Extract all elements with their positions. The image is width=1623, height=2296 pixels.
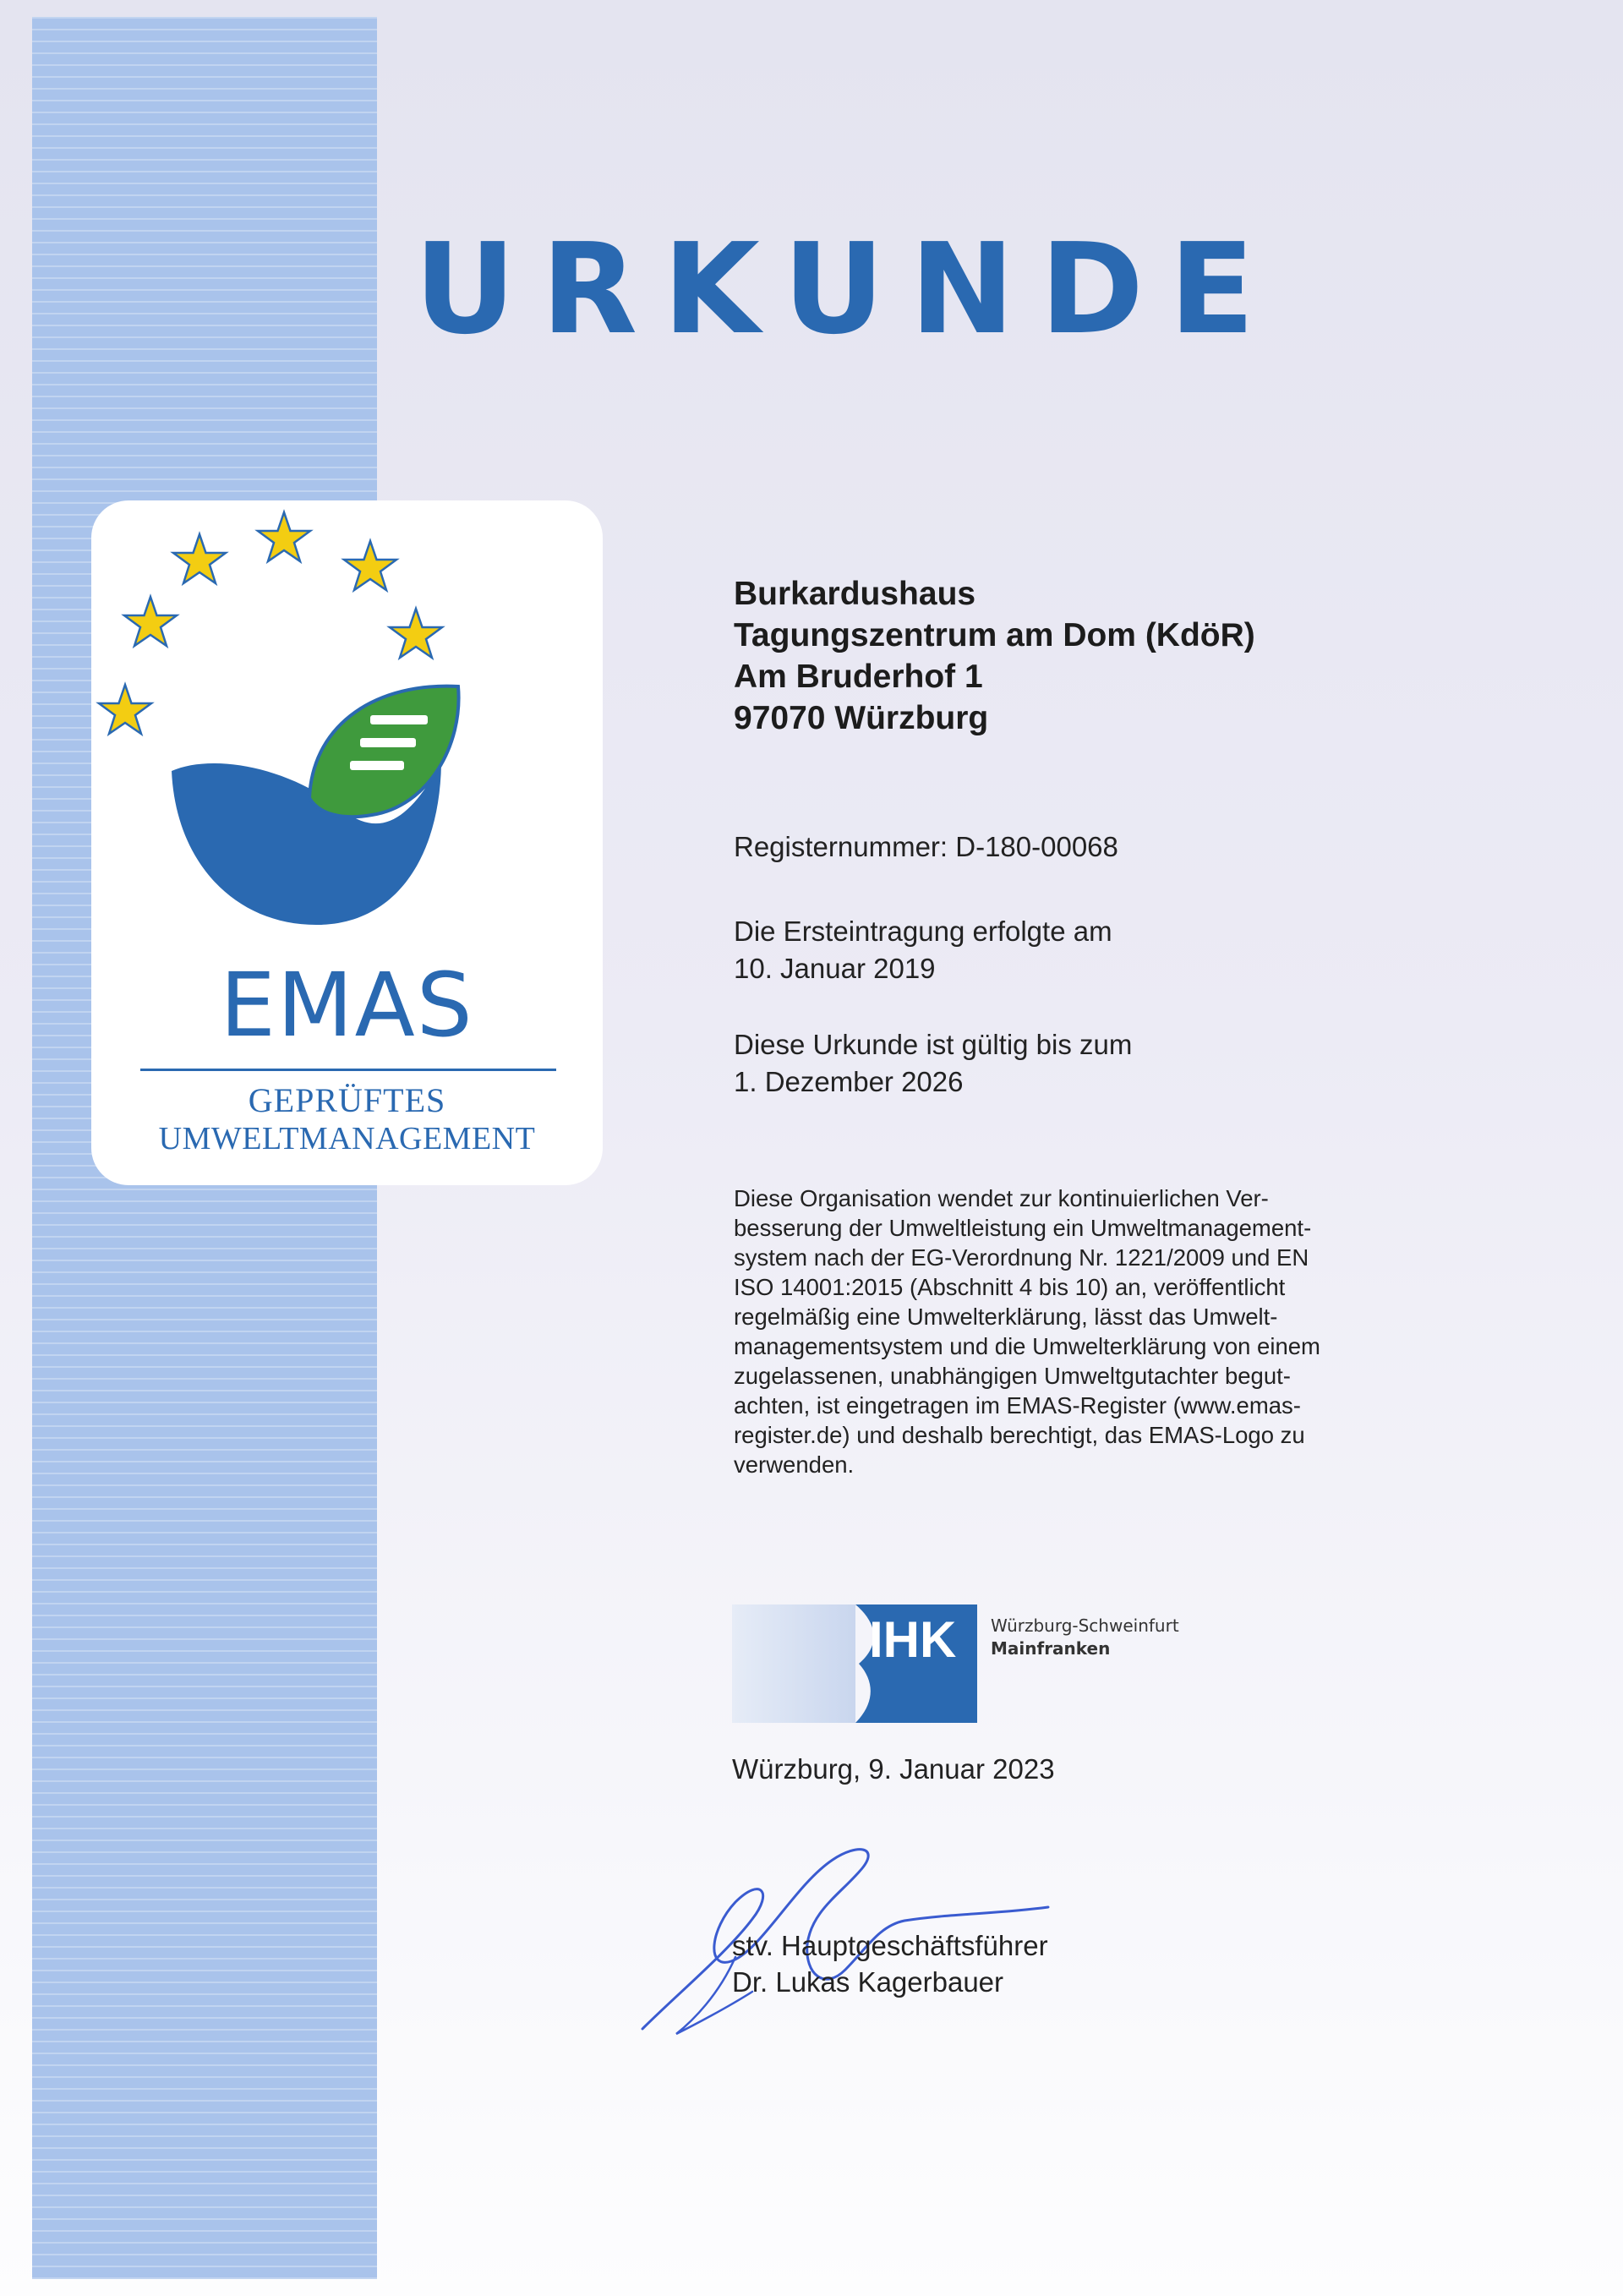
ihk-logo-graphic xyxy=(732,1604,977,1723)
statement-line: managementsystem und die Umwelterklärung von einem xyxy=(734,1333,1320,1359)
statement-line: regelmäßig eine Umwelterklärung, lässt das Umwelt- xyxy=(734,1304,1278,1330)
signer-block xyxy=(732,1927,1048,2000)
first-entry-label: Die Ersteintragung erfolgte am xyxy=(734,916,1112,947)
org-name: Burkardushaus xyxy=(734,576,976,612)
org-city: 97070 Würzburg xyxy=(734,700,989,736)
org-subtitle: Tagungszentrum am Dom (KdöR) xyxy=(734,617,1255,653)
validity xyxy=(734,1026,1132,1101)
ihk-wordmark: IHK xyxy=(869,1611,957,1668)
statement-line: verwenden. xyxy=(734,1451,855,1478)
star-icon xyxy=(344,541,396,590)
validity-date: 1. Dezember 2026 xyxy=(734,1066,964,1097)
emas-emblem xyxy=(91,500,603,957)
star-icon xyxy=(124,597,177,646)
star-icon xyxy=(390,609,442,658)
ihk-region-line1: Würzburg-Schweinfurt xyxy=(991,1615,1179,1636)
certification-statement xyxy=(734,1184,1427,1479)
emas-subtitle-line1: GEPRÜFTES xyxy=(248,1081,446,1119)
statement-line: system nach der EG-Verordnung Nr. 1221/2009 und EN xyxy=(734,1244,1309,1271)
statement-line: achten, ist eingetragen im EMAS-Register (www.emas- xyxy=(734,1392,1301,1419)
validity-label: Diese Urkunde ist gültig bis zum xyxy=(734,1029,1133,1060)
register-number: Registernummer: D-180-00068 xyxy=(734,831,1118,862)
org-street: Am Bruderhof 1 xyxy=(734,659,983,695)
signer-name: Dr. Lukas Kagerbauer xyxy=(732,1966,1004,1998)
ihk-logo xyxy=(732,1604,977,1723)
statement-line: besserung der Umweltleistung ein Umweltmanagement- xyxy=(734,1215,1312,1241)
emas-subtitle-line2: UMWELTMANAGEMENT xyxy=(158,1121,536,1156)
emas-wordmark: EMAS xyxy=(220,954,474,1057)
signer-role: stv. Hauptgeschäftsführer xyxy=(732,1930,1048,1961)
star-icon xyxy=(173,534,226,583)
statement-line: Diese Organisation wendet zur kontinuierlichen Ver- xyxy=(734,1185,1269,1211)
star-icon xyxy=(258,512,310,561)
certificate-title: URKUNDE xyxy=(414,216,1281,362)
statement-line: ISO 14001:2015 (Abschnitt 4 bis 10) an, veröffentlicht xyxy=(734,1274,1286,1300)
organization-address xyxy=(734,573,1255,739)
statement-line: zugelassenen, unabhängigen Umweltgutachter begut- xyxy=(734,1363,1291,1389)
first-entry-date: 10. Januar 2019 xyxy=(734,953,936,984)
first-entry xyxy=(734,913,1112,987)
star-icon xyxy=(99,685,151,734)
emas-divider xyxy=(140,1069,556,1071)
statement-line: register.de) und deshalb berechtigt, das EMAS-Logo zu xyxy=(734,1422,1305,1448)
emas-logo xyxy=(91,500,603,1185)
ihk-region-line2: Mainfranken xyxy=(991,1638,1111,1659)
place-and-date: Würzburg, 9. Januar 2023 xyxy=(732,1753,1055,1785)
